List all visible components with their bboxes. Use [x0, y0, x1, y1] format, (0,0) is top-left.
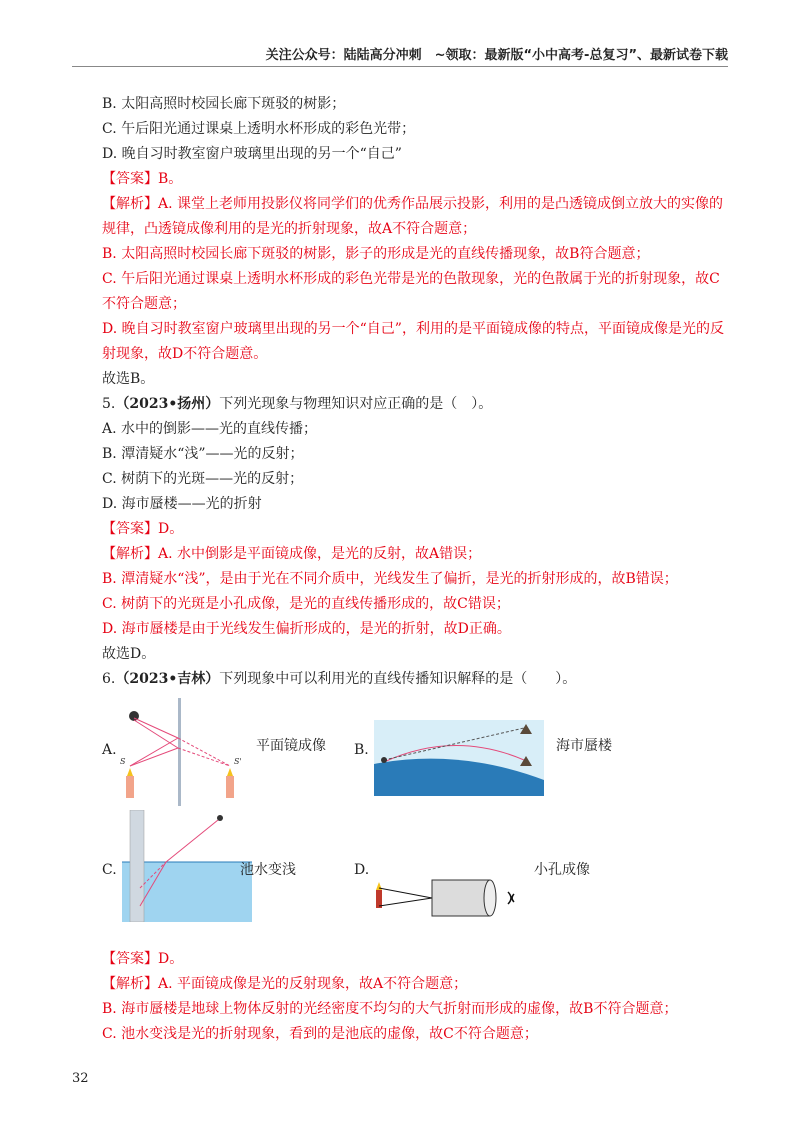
- q4-analysis-a: [72, 192, 728, 242]
- q5-option-d: D. 海市蜃楼——光的折射: [102, 496, 262, 512]
- q5-analysis-a: [72, 542, 728, 567]
- q6-source: （2023•吉林）: [115, 671, 220, 687]
- q5-option-a: A. 水中的倒影——光的直线传播；: [102, 421, 318, 437]
- q4-option-b: B. 太阳高照时校园长廊下斑驳的树影；: [102, 96, 346, 112]
- analysis-text: A. 水中倒影是平面镜成像，是光的反射，故A错误；: [158, 546, 482, 562]
- analysis-tag: 【解析】: [102, 976, 158, 992]
- analysis-tag: 【解析】: [102, 546, 158, 562]
- q6-analysis-a: [72, 972, 728, 997]
- fig-b-mirage-diagram: [374, 720, 544, 796]
- fig-c-pool-diagram: [122, 810, 252, 922]
- q5-analysis-d: D. 海市蜃楼是由于光线发生偏折形成的，是光的折射，故D正确。: [102, 621, 511, 637]
- q4-analysis-b: B. 太阳高照时校园长廊下斑驳的树影，影子的形成是光的直线传播现象，故B符合题意；: [102, 246, 650, 262]
- header-divider: [72, 66, 728, 67]
- q4-analysis-d: D. 晚自习时教室窗户玻璃里出现的另一个“自己”，利用的是平面镜成像的特点，平面镜成像是光的反射现象，故D不符合题意。: [102, 321, 724, 362]
- analysis-tag: 【解析】: [102, 196, 158, 212]
- q6-number: 6.: [102, 671, 116, 687]
- fig-d-label: 小孔成像: [534, 862, 590, 878]
- fig-c-label: 池水变浅: [240, 862, 296, 878]
- q5-answer: 【答案】D。: [102, 521, 184, 537]
- q6-analysis-c: C. 池水变浅是光的折射现象，看到的是池底的虚像，故C不符合题意；: [102, 1026, 538, 1042]
- q4-conclusion: 故选B。: [102, 371, 155, 387]
- fig-a-label: 平面镜成像: [256, 738, 326, 754]
- fig-b-label: 海市蜃楼: [556, 738, 612, 754]
- q4-option-d: D. 晚自习时教室窗户玻璃里出现的另一个“自己”: [102, 146, 402, 162]
- svg-text:S: S: [120, 757, 126, 766]
- q5-analysis-c: C. 树荫下的光斑是小孔成像，是光的直线传播形成的，故C错误；: [102, 596, 510, 612]
- fig-a-plane-mirror-diagram: [120, 698, 250, 806]
- fig-d-pinhole-diagram: [372, 874, 522, 922]
- q5-stem-text: 下列光现象与物理知识对应正确的是（ ）。: [219, 396, 493, 412]
- page-number: 32: [72, 1071, 89, 1086]
- fig-c-letter: C.: [102, 862, 117, 878]
- q5-option-c: C. 树荫下的光斑——光的反射；: [102, 471, 304, 487]
- q5-analysis-b: B. 潭清疑水“浅”，是由于光在不同介质中，光线发生了偏折，是光的折射形成的，故B错误；: [102, 571, 678, 587]
- q6-figures: [72, 698, 728, 943]
- q5-option-b: B. 潭清疑水“浅”——光的反射；: [102, 446, 304, 462]
- q5-conclusion: 故选D。: [102, 646, 156, 662]
- page-header: 关注公众号：陆陆高分冲刺 ~领取：最新版“小中高考-总复习”、最新试卷下载: [265, 48, 728, 63]
- fig-d-letter: D.: [354, 862, 370, 878]
- q6-analysis-b: B. 海市蜃楼是地球上物体反射的光经密度不均匀的大气折射而形成的虚像，故B不符合题意；: [102, 1001, 678, 1017]
- q6-stem-text: 下列现象中可以利用光的直线传播知识解释的是（ ）。: [219, 671, 577, 687]
- page-content: [72, 92, 728, 1047]
- q5-number: 5.: [102, 396, 116, 412]
- fig-b-letter: B.: [354, 742, 369, 758]
- analysis-text: A. 课堂上老师用投影仪将同学们的优秀作品展示投影，利用的是凸透镜成倒立放大的实像的规律，凸透镜成像利用的是光的折射现象，故A不符合题意；: [102, 196, 724, 237]
- q5-source: （2023•扬州）: [115, 396, 220, 412]
- q4-option-c: C. 午后阳光通过课桌上透明水杯形成的彩色光带；: [102, 121, 416, 137]
- q4-analysis-c: C. 午后阳光通过课桌上透明水杯形成的彩色光带是光的色散现象，光的色散属于光的折射现象，故C不符合题意；: [102, 271, 720, 312]
- analysis-text: A. 平面镜成像是光的反射现象，故A不符合题意；: [158, 976, 468, 992]
- q4-answer: 【答案】B。: [102, 171, 183, 187]
- svg-text:S': S': [234, 757, 242, 766]
- fig-a-letter: A.: [102, 742, 117, 758]
- q6-stem: [72, 667, 728, 692]
- eye-icon: [217, 815, 223, 821]
- q5-stem: [72, 392, 728, 417]
- q6-answer: 【答案】D。: [102, 951, 184, 967]
